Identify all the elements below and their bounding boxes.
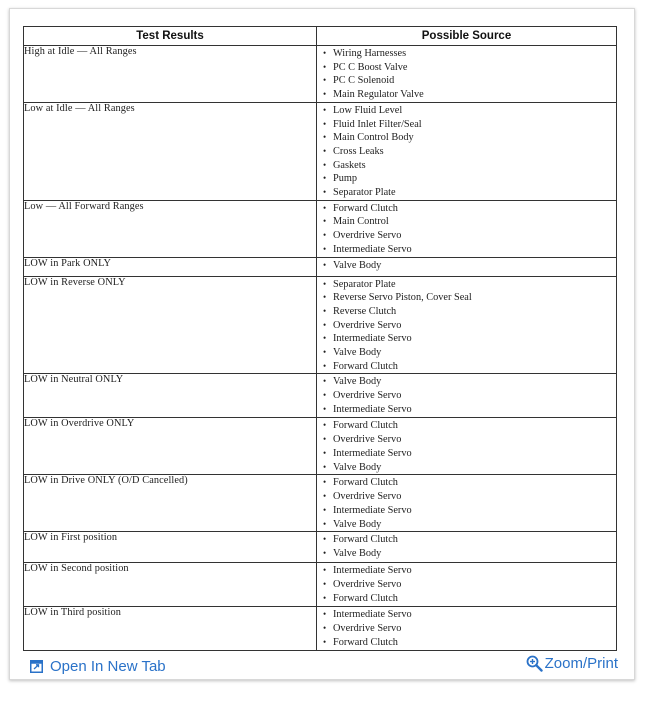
source-list-item xyxy=(323,419,616,433)
source-text: Overdrive Servo xyxy=(333,579,402,591)
bullet-icon: • xyxy=(323,347,327,358)
source-list xyxy=(317,374,616,416)
test-result-cell: Low — All Forward Ranges xyxy=(24,200,317,257)
source-list-item xyxy=(323,118,616,132)
source-list-item xyxy=(323,243,616,257)
source-text: Forward Clutch xyxy=(333,477,398,489)
source-list-item xyxy=(323,47,616,61)
table-row xyxy=(24,563,617,607)
source-list-item xyxy=(323,533,616,547)
source-list xyxy=(317,563,616,605)
possible-source-cell xyxy=(317,276,617,374)
test-result-cell: LOW in Park ONLY xyxy=(24,257,317,276)
test-result-cell: LOW in Drive ONLY (O/D Cancelled) xyxy=(24,475,317,532)
bullet-icon: • xyxy=(323,434,327,445)
image-viewer-card xyxy=(9,8,635,680)
test-result-cell: Low at Idle — All Ranges xyxy=(24,102,317,200)
test-result-cell: LOW in First position xyxy=(24,532,317,563)
bullet-icon: • xyxy=(323,118,327,129)
table-row xyxy=(24,257,617,276)
source-list-item xyxy=(323,622,616,636)
source-list-item xyxy=(323,578,616,592)
source-list-item xyxy=(323,403,616,417)
source-text: Main Control xyxy=(333,216,389,228)
table-row xyxy=(24,532,617,563)
test-result-cell: LOW in Overdrive ONLY xyxy=(24,418,317,475)
table-row xyxy=(24,200,617,257)
zoom-in-icon xyxy=(526,655,543,672)
source-list-item xyxy=(323,215,616,229)
possible-source-cell xyxy=(317,607,617,651)
source-text: Valve Body xyxy=(333,518,382,530)
bullet-icon: • xyxy=(323,173,327,184)
source-text: Forward Clutch xyxy=(333,360,398,372)
header-possible-source: Possible Source xyxy=(317,27,617,46)
bullet-icon: • xyxy=(323,518,327,529)
source-text: Intermediate Servo xyxy=(333,403,412,415)
zoom-print-label: Zoom/Print xyxy=(544,655,618,672)
bullet-icon: • xyxy=(323,636,327,647)
source-text: Overdrive Servo xyxy=(333,230,402,242)
source-list xyxy=(317,46,616,102)
source-text: Forward Clutch xyxy=(333,420,398,432)
bullet-icon: • xyxy=(323,319,327,330)
source-text: Intermediate Servo xyxy=(333,333,412,345)
source-text: Pump xyxy=(333,173,358,185)
bullet-icon: • xyxy=(323,305,327,316)
bullet-icon: • xyxy=(323,548,327,559)
source-list-item xyxy=(323,305,616,319)
source-text: Main Control Body xyxy=(333,132,414,144)
source-list-item xyxy=(323,104,616,118)
source-text: Valve Body xyxy=(333,259,382,271)
table-row xyxy=(24,46,617,103)
bullet-icon: • xyxy=(323,104,327,115)
bullet-icon: • xyxy=(323,534,327,545)
source-list xyxy=(317,607,616,649)
source-list-item xyxy=(323,476,616,490)
source-list-item xyxy=(323,592,616,606)
source-list xyxy=(317,258,616,273)
test-result-cell: LOW in Second position xyxy=(24,563,317,607)
source-text: Forward Clutch xyxy=(333,534,398,546)
source-list-item xyxy=(323,636,616,650)
source-list-item xyxy=(323,564,616,578)
possible-source-cell xyxy=(317,200,617,257)
source-text: Reverse Clutch xyxy=(333,305,397,317)
source-text: Overdrive Servo xyxy=(333,491,402,503)
source-list xyxy=(317,418,616,474)
source-text: Intermediate Servo xyxy=(333,447,412,459)
source-list xyxy=(317,277,616,374)
bullet-icon: • xyxy=(323,278,327,289)
source-list-item xyxy=(323,461,616,475)
source-text: PC C Boost Valve xyxy=(333,61,408,73)
source-text: Separator Plate xyxy=(333,187,396,199)
source-list-item xyxy=(323,332,616,346)
source-list-item xyxy=(323,433,616,447)
source-list-item xyxy=(323,346,616,360)
bullet-icon: • xyxy=(323,61,327,72)
bullet-icon: • xyxy=(323,243,327,254)
source-list-item xyxy=(323,278,616,292)
source-list-item xyxy=(323,319,616,333)
source-text: Valve Body xyxy=(333,461,382,473)
source-list xyxy=(317,201,616,257)
source-text: Intermediate Servo xyxy=(333,504,412,516)
source-list-item xyxy=(323,229,616,243)
bullet-icon: • xyxy=(323,403,327,414)
bullet-icon: • xyxy=(323,216,327,227)
source-list-item xyxy=(323,186,616,200)
bullet-icon: • xyxy=(323,333,327,344)
source-text: Overdrive Servo xyxy=(333,390,402,402)
bullet-icon: • xyxy=(323,48,327,58)
source-list-item xyxy=(323,291,616,305)
source-list xyxy=(317,103,616,200)
bullet-icon: • xyxy=(323,565,327,576)
source-list-item xyxy=(323,608,616,622)
table-row xyxy=(24,607,617,651)
possible-source-cell xyxy=(317,102,617,200)
external-window-icon xyxy=(30,660,43,673)
test-result-cell: LOW in Third position xyxy=(24,607,317,651)
source-text: Forward Clutch xyxy=(333,636,398,648)
bullet-icon: • xyxy=(323,491,327,502)
source-list-item xyxy=(323,504,616,518)
table-row xyxy=(24,374,617,418)
bullet-icon: • xyxy=(323,132,327,143)
source-text: Intermediate Servo xyxy=(333,565,412,577)
test-result-cell: LOW in Neutral ONLY xyxy=(24,374,317,418)
bullet-icon: • xyxy=(323,292,327,303)
source-text: Valve Body xyxy=(333,376,382,388)
source-text: Wiring Harnesses xyxy=(333,48,407,59)
source-text: Reverse Servo Piston, Cover Seal xyxy=(333,292,472,304)
source-text: Overdrive Servo xyxy=(333,319,402,331)
header-test-results: Test Results xyxy=(24,27,317,46)
source-text: Forward Clutch xyxy=(333,202,398,214)
source-list-item xyxy=(323,145,616,159)
source-text: Intermediate Servo xyxy=(333,609,412,621)
source-text: Fluid Inlet Filter/Seal xyxy=(333,118,422,130)
source-list-item xyxy=(323,375,616,389)
bullet-icon: • xyxy=(323,623,327,634)
source-list-item xyxy=(323,547,616,561)
bullet-icon: • xyxy=(323,202,327,213)
bullet-icon: • xyxy=(323,376,327,387)
source-list-item xyxy=(323,518,616,532)
source-list-item xyxy=(323,389,616,403)
bullet-icon: • xyxy=(323,259,327,270)
bullet-icon: • xyxy=(323,390,327,401)
bullet-icon: • xyxy=(323,447,327,458)
bullet-icon: • xyxy=(323,477,327,488)
source-text: Valve Body xyxy=(333,548,382,560)
table-row xyxy=(24,418,617,475)
scanned-table-image xyxy=(23,17,627,648)
bullet-icon: • xyxy=(323,592,327,603)
bullet-icon: • xyxy=(323,230,327,241)
bullet-icon: • xyxy=(323,461,327,472)
pressure-test-table xyxy=(23,26,617,651)
table-row xyxy=(24,475,617,532)
source-list-item xyxy=(323,61,616,75)
source-text: Intermediate Servo xyxy=(333,243,412,255)
possible-source-cell xyxy=(317,374,617,418)
table-row xyxy=(24,102,617,200)
source-list-item xyxy=(323,172,616,186)
bullet-icon: • xyxy=(323,159,327,170)
zoom-print-link[interactable] xyxy=(526,655,618,672)
bullet-icon: • xyxy=(323,145,327,156)
source-text: Cross Leaks xyxy=(333,145,384,157)
source-text: Overdrive Servo xyxy=(333,623,402,635)
possible-source-cell xyxy=(317,475,617,532)
table-body xyxy=(24,46,617,651)
bullet-icon: • xyxy=(323,89,327,100)
open-in-new-tab-label: Open In New Tab xyxy=(50,658,166,675)
test-result-cell: LOW in Reverse ONLY xyxy=(24,276,317,374)
bullet-icon: • xyxy=(323,504,327,515)
bullet-icon: • xyxy=(323,360,327,371)
source-text: PC C Solenoid xyxy=(333,75,395,87)
source-text: Separator Plate xyxy=(333,278,396,290)
source-text: Gaskets xyxy=(333,159,366,171)
open-in-new-tab-link[interactable] xyxy=(30,658,166,675)
bullet-icon: • xyxy=(323,420,327,431)
possible-source-cell xyxy=(317,532,617,563)
source-list-item xyxy=(323,259,616,273)
source-text: Overdrive Servo xyxy=(333,434,402,446)
source-list-item xyxy=(323,74,616,88)
source-list-item xyxy=(323,490,616,504)
bullet-icon: • xyxy=(323,187,327,198)
possible-source-cell xyxy=(317,418,617,475)
source-text: Valve Body xyxy=(333,347,382,359)
bullet-icon: • xyxy=(323,75,327,86)
test-result-cell: High at Idle — All Ranges xyxy=(24,46,317,103)
possible-source-cell xyxy=(317,257,617,276)
bullet-icon: • xyxy=(323,579,327,590)
possible-source-cell xyxy=(317,563,617,607)
source-list-item xyxy=(323,202,616,216)
source-text: Low Fluid Level xyxy=(333,104,403,116)
source-list-item xyxy=(323,447,616,461)
source-list xyxy=(317,475,616,531)
source-list-item xyxy=(323,88,616,102)
source-list-item xyxy=(323,131,616,145)
bullet-icon: • xyxy=(323,609,327,620)
source-list-item xyxy=(323,360,616,374)
source-text: Forward Clutch xyxy=(333,592,398,604)
possible-source-cell xyxy=(317,46,617,103)
table-row xyxy=(24,276,617,374)
source-list xyxy=(317,532,616,560)
source-text: Main Regulator Valve xyxy=(333,89,424,101)
source-list-item xyxy=(323,159,616,173)
